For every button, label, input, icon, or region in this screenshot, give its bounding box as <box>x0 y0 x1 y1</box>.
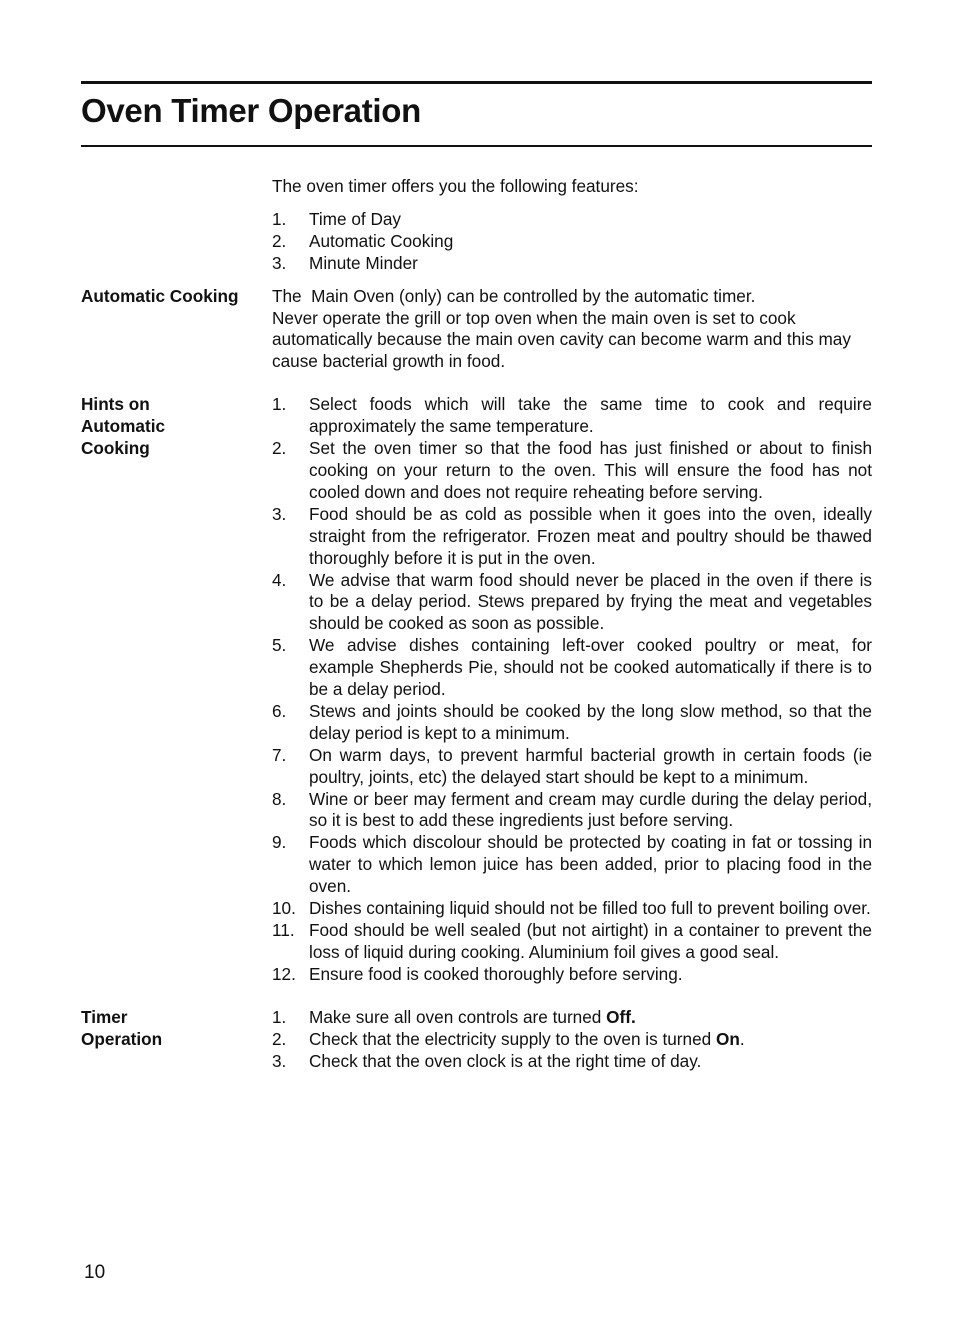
hints-section <box>81 394 872 985</box>
hints-list <box>272 394 872 985</box>
list-item: 3. Minute Minder <box>272 252 418 273</box>
timer-operation-heading: Timer Operation <box>81 1006 163 1049</box>
automatic-cooking-line2: Never operate the grill or top oven when the main oven is set to cook automatically because the main oven cavity can become warm and this may cause bacterial growth in food. <box>272 307 851 372</box>
list-item: 2. Check that the electricity supply to the oven is turned On. <box>272 1028 745 1049</box>
title-rule-bottom <box>81 145 872 147</box>
intro-section <box>81 176 872 275</box>
page-title: Oven Timer Operation <box>81 92 421 129</box>
list-item: 12. Ensure food is cooked thoroughly before serving. <box>272 963 683 984</box>
timer-operation-section <box>81 1007 872 1073</box>
list-item: 2. Set the oven timer so that the food has just finished or about to finish cooking on your return to the oven. This will ensure the food has not cooled down and does not require reheating before serving. <box>272 438 872 502</box>
list-item: 1. Make sure all oven controls are turned Off. <box>272 1006 636 1027</box>
automatic-cooking-line1: The Main Oven (only) can be controlled by the automatic timer. <box>272 285 756 306</box>
title-rule-top <box>81 81 872 84</box>
list-item: 10. Dishes containing liquid should not be filled too full to prevent boiling over. <box>272 898 871 919</box>
list-item: 8. Wine or beer may ferment and cream may curdle during the delay period, so it is best to add these ingredients just before serving. <box>272 788 872 831</box>
list-item: 4. We advise that warm food should never be placed in the oven if there is to be a delay period. Stews prepared by frying the meat and vegetables should be cooked as soon as possible. <box>272 569 872 634</box>
list-item: 3. Check that the oven clock is at the right time of day. <box>272 1050 702 1071</box>
timer-operation-list <box>272 1007 872 1073</box>
list-item: 1. Time of Day <box>272 208 402 229</box>
hints-heading: Hints on Automatic Cooking <box>81 394 166 459</box>
list-item: 6. Stews and joints should be cooked by the long slow method, so that the delay period is kept to a minimum. <box>272 700 872 743</box>
list-item: 7. On warm days, to prevent harmful bacterial growth in certain foods (ie poultry, joints, etc) the delayed start should be kept to a minimum. <box>272 744 872 787</box>
automatic-cooking-heading: Automatic Cooking <box>81 285 239 306</box>
automatic-cooking-section <box>81 286 872 374</box>
feature-list <box>272 209 872 275</box>
list-item: 3. Food should be as cold as possible when it goes into the oven, ideally straight from the refrigerator. Frozen meat and poultry should be thawed thoroughly before it is put in the oven. <box>272 503 872 568</box>
list-item: 5. We advise dishes containing left-over cooked poultry or meat, for example Shepherds Pie, should not be cooked automatically if there is to be a delay period. <box>272 635 872 700</box>
list-item: 1. Select foods which will take the same time to cook and require approximately the same temperature. <box>272 394 872 437</box>
page-content <box>81 176 872 1072</box>
list-item: 9. Foods which discolour should be protected by coating in fat or tossing in water to which lemon juice has been added, prior to placing food in the oven. <box>272 832 872 897</box>
list-item: 11. Food should be well sealed (but not airtight) in a container to prevent the loss of liquid during cooking. Aluminium foil gives a good seal. <box>272 920 872 962</box>
list-item: 2. Automatic Cooking <box>272 230 454 251</box>
intro-text: The oven timer offers you the following features: <box>272 176 639 196</box>
page-number: 10 <box>84 1262 106 1283</box>
